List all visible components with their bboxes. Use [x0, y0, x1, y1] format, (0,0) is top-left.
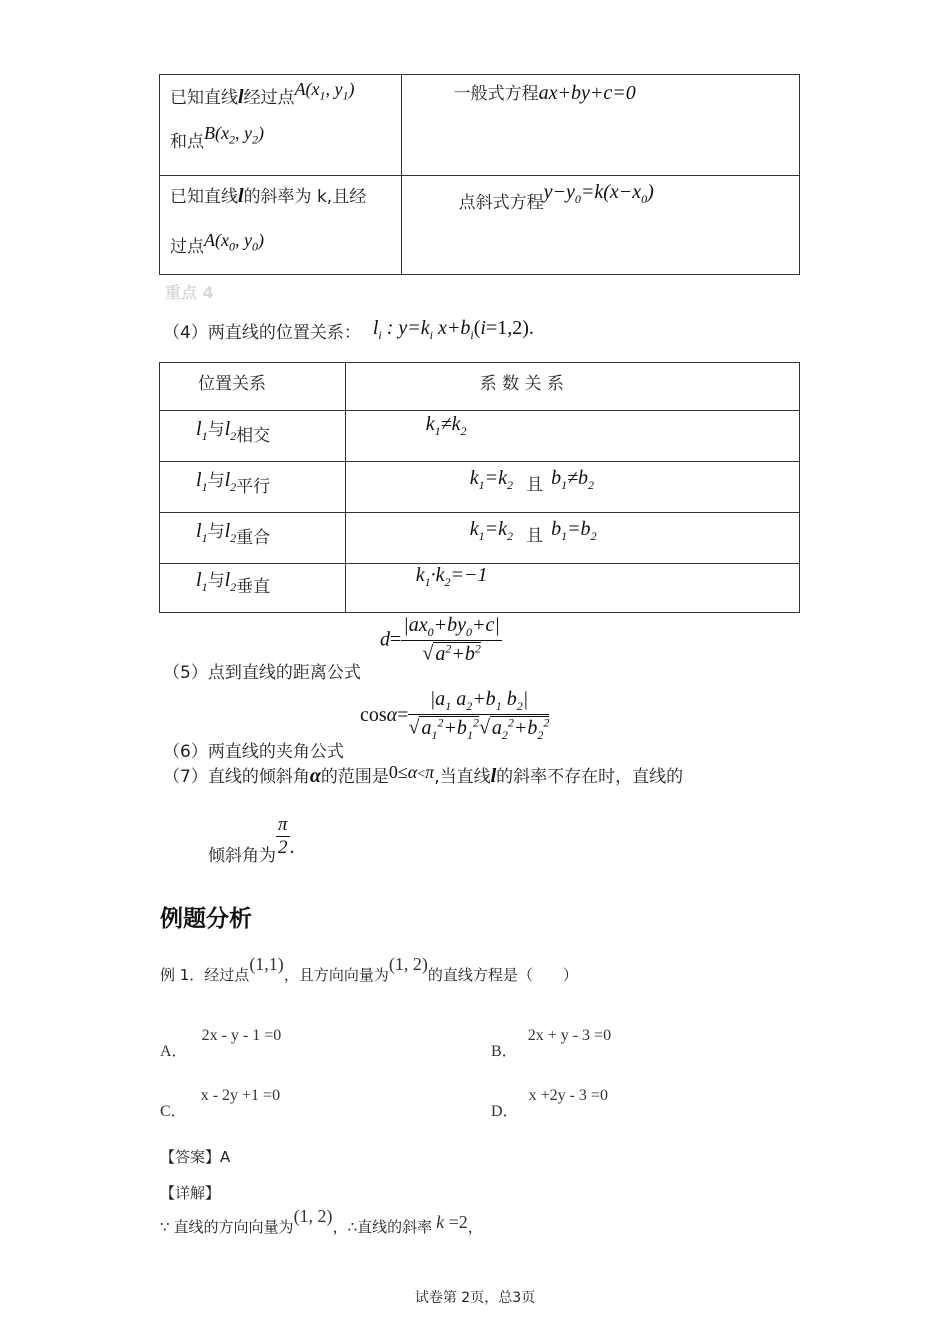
table2-row-parallel: $l_1$与$l_2$平行 — [160, 462, 346, 513]
examples-heading: 例题分析 — [160, 906, 252, 932]
section-4: （4）两直线的位置关系： $l_i$ : $y=k_i$ $x+b_i(i=1,2)$. — [163, 317, 534, 343]
faint-section-label: 重点 4 — [165, 283, 214, 302]
table1-cell-point-slope: 点斜式方程$y-y_0=k(x-x_0)$ — [401, 176, 799, 275]
option-a[interactable]: A．2x - y - 1 =0 — [160, 1027, 282, 1060]
table2-row-intersect: $l_1$与$l_2$相交 — [160, 411, 346, 462]
table2-row-coincide: $l_1$与$l_2$重合 — [160, 513, 346, 564]
line-relations-table — [159, 362, 800, 613]
section-7: （7）直线的倾斜角α的范围是0≤α<π,当直线l的斜率不存在时，直线的 — [163, 762, 684, 787]
table2-coef-coincide: $k_1=k_2$ 且 $b_1=b_2$ — [345, 513, 799, 564]
table2-header-relation: 位置关系 — [160, 363, 346, 411]
solution-line: ∵ 直线的方向向量为(1, 2)，∴直线的斜率 k =2， — [160, 1206, 483, 1236]
section-6-label: （6）两直线的夹角公式 — [163, 742, 344, 762]
table2-coef-parallel: $k_1=k_2$ 且 $b_1\ne b_2$ — [345, 462, 799, 513]
table2-coef-intersect: $k_1\ne k_2$ — [345, 411, 799, 462]
table1-cell-slope-point: 已知直线l的斜率为 k,且经 过点$A(x_0$, $y_0$) — [160, 176, 402, 275]
table2-coef-perpendicular: $k_1\cdot k_2=-1$ — [345, 564, 799, 613]
option-c[interactable]: C．x - 2y +1 =0 — [160, 1087, 281, 1120]
angle-formula: cosα= $\frac{|a_1 a_2+b_1 b_2|}{√ a_1^2+b_1^2√ a_2^2+b_2^2}$ — [360, 688, 550, 742]
page-footer: 试卷第 2页，总3页 — [414, 1290, 536, 1306]
example-1-stem: 例 1．经过点(1,1)，且方向向量为(1, 2)的直线方程是（ ） — [160, 954, 578, 984]
option-d[interactable]: D．x +2y - 3 =0 — [491, 1087, 608, 1120]
answer-label: 【答案】A — [160, 1148, 231, 1166]
section-7-line2: 倾斜角为 $\frac{\pi}{2}$ . — [208, 814, 295, 866]
distance-formula: d= $\frac{|ax_0+by_0+c|}{√ a^2+b^2}$ — [380, 614, 500, 665]
detail-label: 【详解】 — [160, 1184, 221, 1202]
table2-row-perpendicular: $l_1$与$l_2$垂直 — [160, 564, 346, 613]
formula-table-1 — [159, 74, 800, 275]
table1-cell-two-points: 已知直线l经过点$A(x_1$, $y_1$) 和点$B(x_2$, $y_2$) — [160, 75, 402, 176]
table2-header-coefficient: 系 数 关 系 — [345, 363, 799, 411]
table1-cell-general-form: 一般式方程ax+by+c=0 — [401, 75, 799, 176]
option-b[interactable]: B．2x + y - 3 =0 — [491, 1027, 612, 1060]
section-5-label: （5）点到直线的距离公式 — [163, 663, 361, 683]
